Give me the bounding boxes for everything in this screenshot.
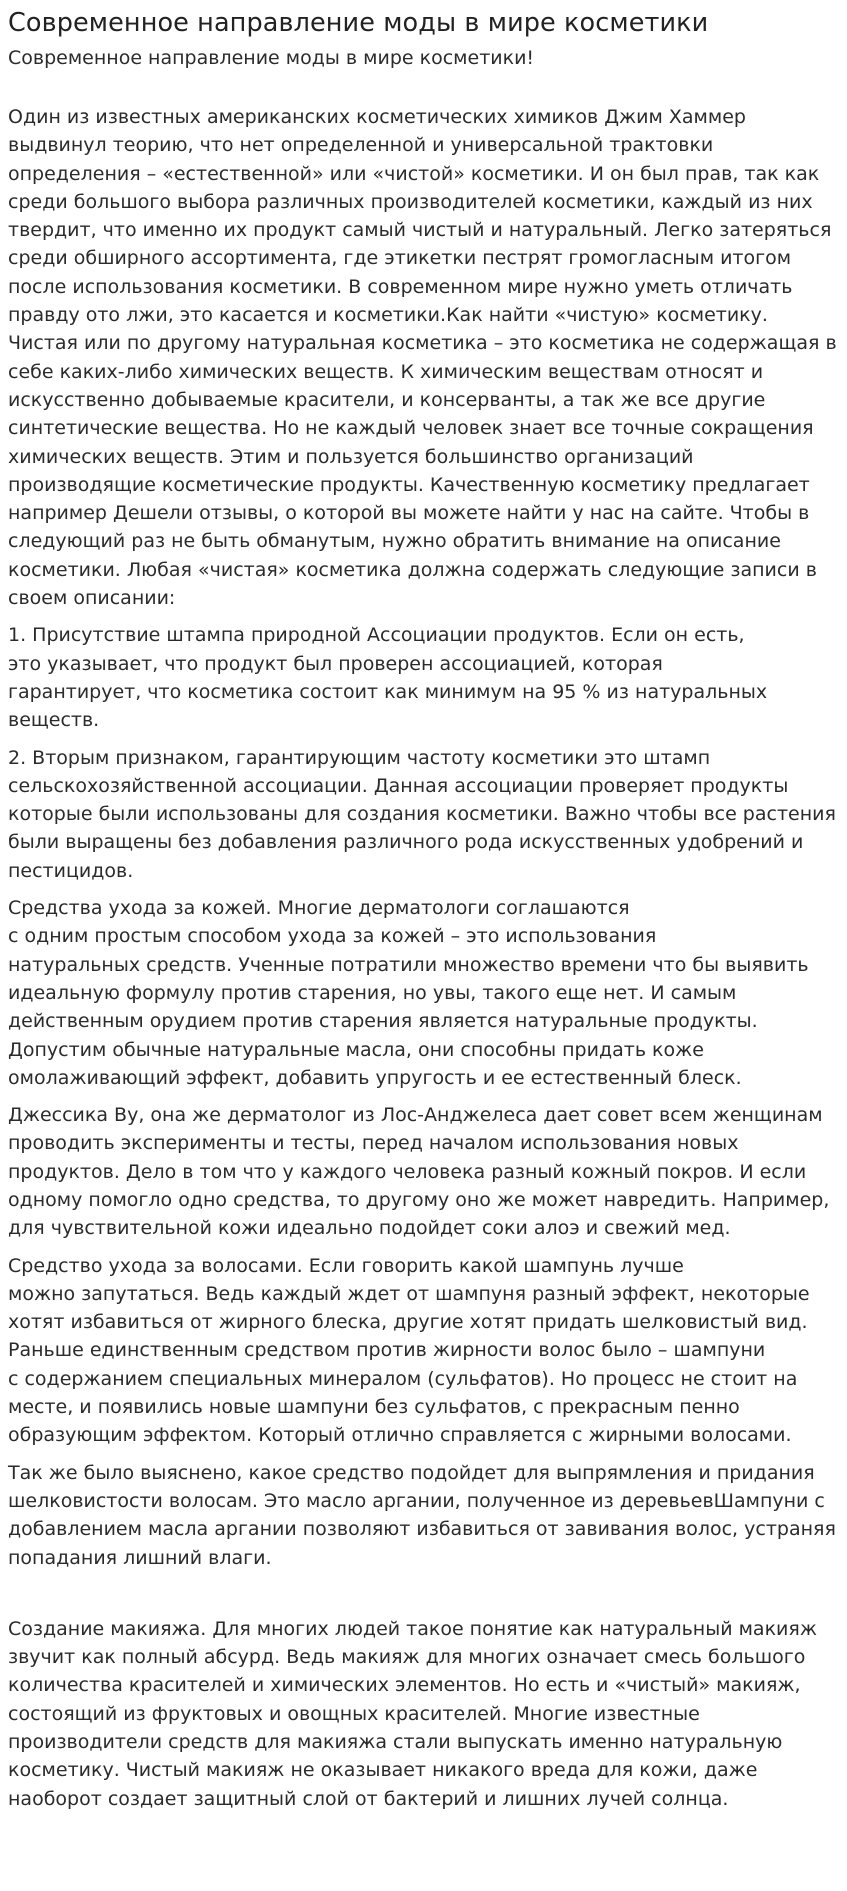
- spacer: [8, 1450, 840, 1459]
- spacer: [8, 1243, 840, 1252]
- spacer: [8, 72, 840, 103]
- spacer: [8, 735, 840, 744]
- paragraph-point-2: 2. Вторым признаком, гарантирующим частоту косметики это штамп сельскохозяйственной ассоциации. Данная ассоциации проверяет продукты которые были использованы для создания косметики. Важно чтобы все растения были выращены без добавления различного рода искусственных удобрений и пестицидов.: [8, 746, 836, 882]
- spacer: [8, 885, 840, 894]
- spacer: [8, 612, 840, 621]
- paragraph-makeup: Создание макияжа. Для многих людей такое понятие как натуральный макияж звучит как полный абсурд. Ведь макияж для многих означает смесь большого количества красителей и химических элементов. Но есть и «чистый» макияж, состоящий из фруктовых и овощных красителей. Многие известные производители средств для макияжа стали выпускать именно натуральную косметику. Чистый макияж не оказывает никакого вреда для кожи, даже наоборот создает защитный слой от бактерий и лишних лучей солнца.: [8, 1617, 817, 1810]
- article-subtitle: Современное направление моды в мире косметики!: [8, 47, 535, 69]
- spacer: [8, 1572, 840, 1615]
- paragraph-point-1: 1. Присутствие штампа природной Ассоциации продуктов. Если он есть, это указывает, что продукт был проверен ассоциацией, которая гарантирует, что косметика состоит как минимум на 95 % из натуральных веществ.: [8, 624, 768, 732]
- paragraph-argan-oil: Так же было выяснено, какое средство подойдет для выпрямления и придания шелковистости волосам. Это масло аргании, полученное из деревьевШампуни с добавлением масла аргании позволяют избавиться от завивания волос, устраняя попадания лишний влаги.: [8, 1461, 836, 1569]
- article-title: Современное направление моды в мире косметики: [8, 8, 709, 38]
- paragraph-intro: Один из известных американских косметических химиков Джим Хаммер выдвинул теорию, что нет определенной и универсальной трактовки определения – «естественной» или «чистой» косметики. И он был прав, так как среди большого выбора различных производителей косметики, каждый из них твердит, что именно их продукт самый чистый и натуральный. Легко затеряться среди обширного ассортимента, где этикетки пестрят громогласным итогом после использования косметики. В современном мире нужно уметь отличать правду ото лжи, это касается и косметики.Как найти «чистую» косметику. Чистая или по другому натуральная косметика – это косметика не содержащая в себе каких-либо химических веществ. К химическим веществам относят и искусственно добываемые красители, и консерванты, а так же все другие синтетические вещества. Но не каждый человек знает все точные сокращения химических веществ. Этим и пользуется большинство организаций производящие косметические продукты. Качественную косметику предлагает например Дешели отзывы, о которой вы можете найти у нас на сайте. Чтобы в следующий раз не быть обманутым, нужно обратить внимание на описание косметики. Любая «чистая» косметика должна содержать следующие записи в своем описании:: [8, 106, 837, 610]
- paragraph-hair-care: Средство ухода за волосами. Если говорить какой шампунь лучше можно запутаться. Ведь каждый ждет от шампуня разный эффект, некоторые хотят избавиться от жирного блеска, другие хотят придать шелковистый вид. Раньше единственным средством против жирности волос было – шампуни с содержанием специальных минералом (сульфатов). Но процесс не стоит на месте, и появились новые шампуни без сульфатов, с прекрасным пенно образующим эффектом. Который отлично справляется с жирными волосами.: [8, 1254, 810, 1447]
- article: [8, 0, 840, 1813]
- paragraph-jessica-wu: Джессика Ву, она же дерматолог из Лос-Анджелеса дает совет всем женщинам проводить эксперименты и тесты, перед началом использования новых продуктов. Дело в том что у каждого человека разный кожный покров. И если одному помогло одно средства, то другому оно же может навредить. Например, для чувствительной кожи идеально подойдет соки алоэ и свежий мед.: [8, 1104, 830, 1240]
- spacer: [8, 1092, 840, 1101]
- paragraph-skin-care: Средства ухода за кожей. Многие дерматологи соглашаются с одним простым способом ухода за кожей – это использования натуральных средств. Ученные потратили множество времени что бы выявить идеальную формулу против старения, но увы, такого еще нет. И самым действенным орудием против старения является натуральные продукты. Допустим обычные натуральные масла, они способны придать коже омолаживающий эффект, добавить упругость и ее естественный блеск.: [8, 897, 809, 1089]
